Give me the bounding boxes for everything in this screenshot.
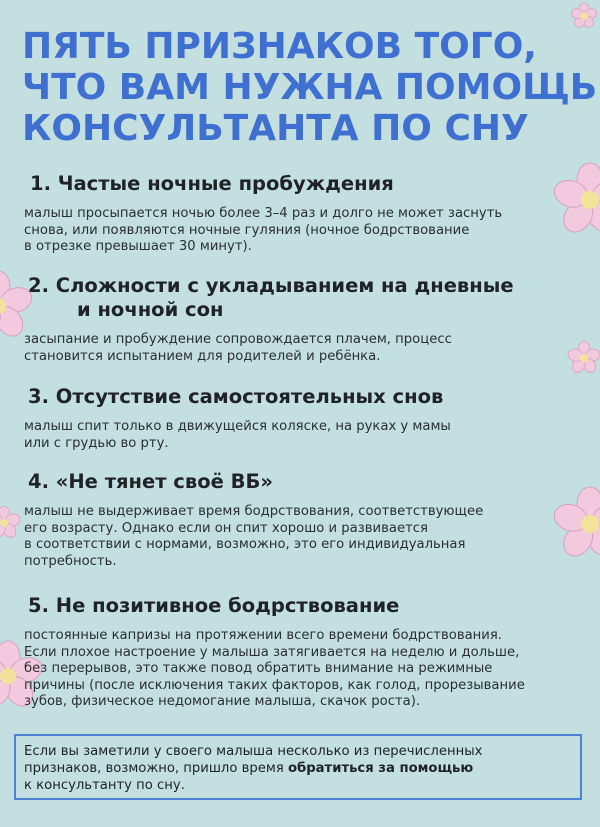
text-line: малыш просыпается ночью более 3–4 раз и долго не может заснуть bbox=[24, 206, 503, 221]
section-text bbox=[24, 206, 554, 256]
text-line: становится испытанием для родителей и ребёнка. bbox=[24, 348, 381, 364]
callout-text: признаков, возможно, пришло время bbox=[24, 761, 288, 776]
text-line: Если плохое настроение у малыша затягивается на неделю и дольше, bbox=[24, 644, 520, 660]
page-title bbox=[22, 26, 598, 149]
section-text bbox=[24, 628, 584, 711]
text-line: малыш спит только в движущейся коляске, на руках у мамы bbox=[24, 419, 451, 434]
text-line: потребность. bbox=[24, 553, 117, 569]
text-line: в соответствии с нормами, возможно, это его индивидуальная bbox=[24, 537, 466, 553]
section-text bbox=[24, 332, 554, 365]
text-line: без перерывов, это также повод обратить внимание на режимные bbox=[24, 661, 493, 677]
callout-line bbox=[24, 760, 580, 777]
callout-line: Если вы заметили у своего малыша несколько из перечисленных bbox=[24, 744, 483, 759]
flower-icon bbox=[0, 505, 22, 541]
flower-icon bbox=[550, 160, 600, 240]
text-line: снова, или появляются ночные гуляния (ночное бодрствование bbox=[24, 222, 470, 238]
flower-icon bbox=[550, 484, 600, 564]
sign-section-4 bbox=[24, 470, 554, 570]
sign-section-3 bbox=[24, 385, 554, 452]
title-line: КОНСУЛЬТАНТА ПО СНУ bbox=[22, 108, 529, 149]
section-heading: 5. Не позитивное бодрствование bbox=[28, 594, 400, 617]
text-line: или с грудью во рту. bbox=[24, 435, 169, 451]
sign-section-2 bbox=[24, 274, 554, 365]
section-heading: 1. Частые ночные пробуждения bbox=[30, 172, 394, 195]
callout-box bbox=[14, 734, 582, 800]
text-line: засыпание и пробуждение сопровождается плачем, процесс bbox=[24, 332, 452, 347]
section-heading: 3. Отсутствие самостоятельных снов bbox=[28, 385, 444, 408]
section-heading: 4. «Не тянет своё ВБ» bbox=[28, 470, 273, 493]
text-line: в отрезке превышает 30 минут). bbox=[24, 239, 252, 255]
sign-section-5 bbox=[24, 594, 584, 711]
flower-icon bbox=[566, 340, 600, 376]
text-line: зубов, физическое недомогание малыша, скачок роста). bbox=[24, 694, 421, 710]
text-line: постоянные капризы на протяжении всего времени бодрствования. bbox=[24, 628, 502, 643]
title-line: ЧТО ВАМ НУЖНА ПОМОЩЬ bbox=[22, 67, 598, 108]
sign-section-1 bbox=[24, 172, 554, 256]
callout-emphasis: обратиться за помощью bbox=[287, 761, 474, 776]
text-line: его возрасту. Однако если он спит хорошо и развивается bbox=[24, 520, 428, 536]
section-heading-line: и ночной сон bbox=[77, 298, 224, 321]
callout-line: к консультанту по сну. bbox=[24, 778, 185, 793]
section-heading bbox=[24, 274, 554, 322]
section-heading-line: 2. Сложности с укладыванием на дневные bbox=[28, 274, 514, 297]
title-line: ПЯТЬ ПРИЗНАКОВ ТОГО, bbox=[22, 26, 537, 67]
section-text bbox=[24, 419, 554, 452]
section-text bbox=[24, 504, 554, 570]
text-line: причины (после исключения таких факторов, как голод, прорезывание bbox=[24, 677, 525, 693]
text-line: малыш не выдерживает время бодрствования, соответствующее bbox=[24, 504, 484, 519]
